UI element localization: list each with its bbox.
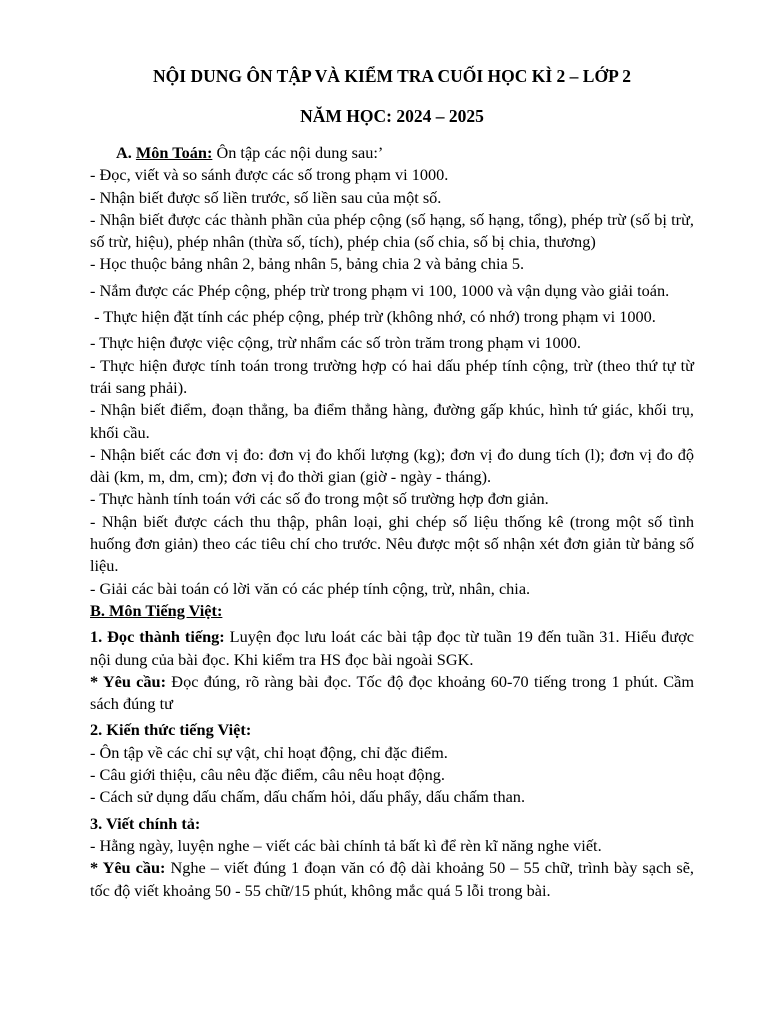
math-item: - Học thuộc bảng nhân 2, bảng nhân 5, bảng chia 2 và bảng chia 5. <box>90 254 525 274</box>
dictation-label: 3. Viết chính tả: <box>90 813 201 833</box>
knowledge-item: - Câu giới thiệu, câu nêu đặc điểm, câu nêu hoạt động. <box>90 765 445 785</box>
math-item: - Nhận biết được các thành phần của phép cộng (số hạng, số hạng, tổng), phép trừ (số bị trừ, số trừ, hiệu), phép nhân (thừa số, tích), phép chia (số chia, số bị chia, thương) <box>90 209 694 252</box>
math-section-letter: A. <box>116 143 136 162</box>
math-item: - Nhận biết các đơn vị đo: đơn vị đo khối lượng (kg); đơn vị đo dung tích (l); đơn vị đo độ dài (km, m, dm, cm); đơn vị đo thời gian (giờ - ngày - tháng). <box>90 444 694 487</box>
knowledge-item: - Cách sử dụng dấu chấm, dấu chấm hỏi, dấu phẩy, dấu chấm than. <box>90 787 526 807</box>
math-item: - Thực hiện được tính toán trong trường hợp có hai dấu phép tính cộng, trừ (theo thứ tự từ trái sang phải). <box>90 355 694 397</box>
document-page <box>90 64 694 902</box>
math-item: - Nhận biết được số liền trước, số liền sau của một số. <box>90 187 442 207</box>
math-heading: Môn Toán: <box>135 143 213 162</box>
reading-section <box>90 626 694 671</box>
dictation-req-label: * Yêu cầu: <box>90 858 166 878</box>
knowledge-heading-line <box>90 719 694 741</box>
dictation-text: - Hằng ngày, luyện nghe – viết các bài chính tả bất kì để rèn kĩ năng nghe viết. <box>90 835 602 855</box>
math-item: - Nắm được các Phép cộng, phép trừ trong phạm vi 100, 1000 và vận dụng vào giải toán. <box>90 280 670 300</box>
math-intro: Ôn tập các nội dung sau:’ <box>212 143 384 162</box>
knowledge-item: - Ôn tập về các chỉ sự vật, chỉ hoạt động, chỉ đặc điểm. <box>90 742 448 762</box>
math-heading-line <box>90 142 694 164</box>
math-item: - Thực hiện đặt tính các phép cộng, phép trừ (không nhớ, có nhớ) trong phạm vi 1000. <box>90 307 656 327</box>
dictation-requirement <box>90 857 694 902</box>
knowledge-label: 2. Kiến thức tiếng Việt: <box>90 720 252 740</box>
math-item: - Đọc, viết và so sánh được các số trong phạm vi 1000. <box>90 165 449 185</box>
dictation-req-text: Nghe – viết đúng 1 đoạn văn có độ dài khoảng 50 – 55 chữ, trình bày sạch sẽ, tốc độ viết khoảng 50 - 55 chữ/15 phút, không mắc quá 5 lỗi trong bài. <box>90 858 694 900</box>
dictation-heading-line <box>90 813 694 835</box>
math-item: - Thực hành tính toán với các số đo trong một số trường hợp đơn giản. <box>90 489 549 509</box>
viet-heading-line <box>90 600 694 622</box>
reading-requirement <box>90 671 694 716</box>
school-year: NĂM HỌC: 2024 – 2025 <box>300 106 484 126</box>
math-item: - Giải các bài toán có lời văn có các phép tính cộng, trừ, nhân, chia. <box>90 578 531 598</box>
reading-text: Luyện đọc lưu loát các bài tập đọc từ tuần 19 đến tuần 31. Hiểu được nội dung của bài đọc. Khi kiểm tra HS đọc bài ngoài SGK. <box>90 627 694 669</box>
viet-heading: B. Môn Tiếng Việt: <box>90 600 223 620</box>
document-title: NỘI DUNG ÔN TẬP VÀ KIỂM TRA CUỐI HỌC KÌ 2 – LỚP 2 <box>153 66 631 86</box>
reading-req-text: Đọc đúng, rõ ràng bài đọc. Tốc độ đọc khoảng 60-70 tiếng trong 1 phút. Cầm sách đúng tư <box>90 671 694 714</box>
math-item: - Thực hiện được việc cộng, trừ nhẩm các số tròn trăm trong phạm vi 1000. <box>90 333 581 353</box>
reading-req-label: * Yêu cầu: <box>90 671 167 691</box>
math-item: - Nhận biết được cách thu thập, phân loại, ghi chép số liệu thống kê (trong một số tình huống đơn giản) theo các tiêu chí cho trước. Nêu được một số nhận xét đơn giản từ bảng số liệu. <box>90 511 694 576</box>
reading-label: 1. Đọc thành tiếng: <box>90 627 225 647</box>
math-item: - Nhận biết điểm, đoạn thẳng, ba điểm thẳng hàng, đường gấp khúc, hình tứ giác, khối trụ, khối cầu. <box>90 400 694 442</box>
